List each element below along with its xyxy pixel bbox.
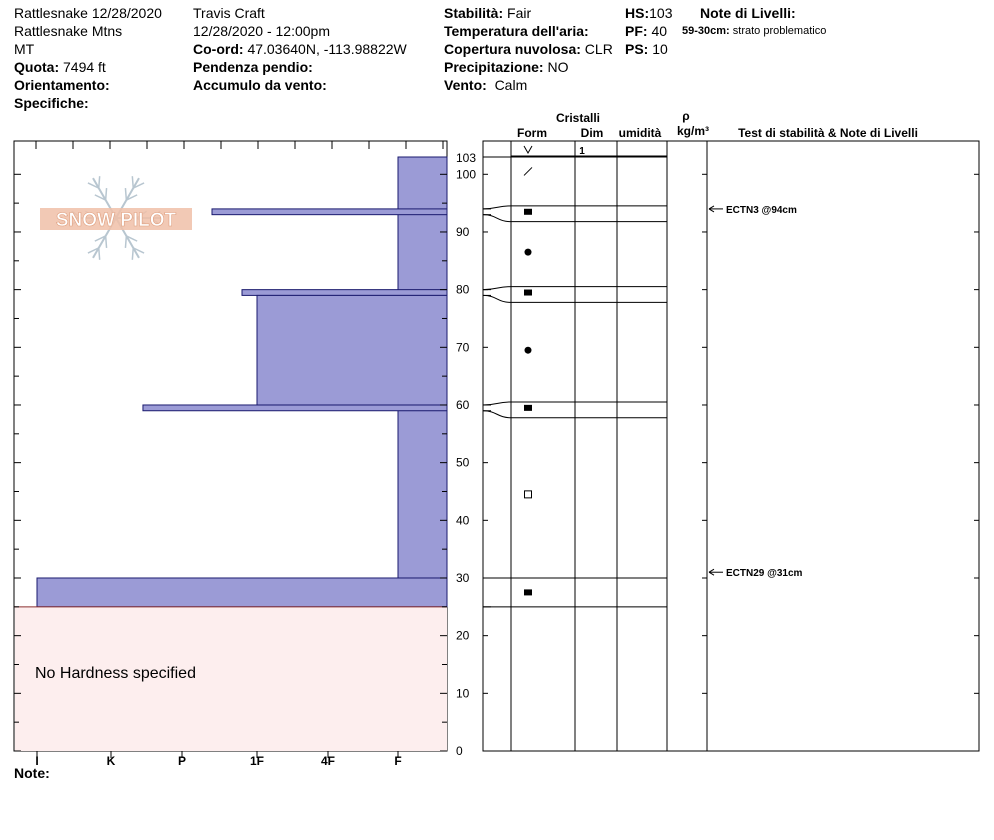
snowflake-branch <box>132 176 133 188</box>
snowflake-branch <box>99 248 100 260</box>
coord-value: 47.03640N, -113.98822W <box>247 41 407 57</box>
depth-tick-label: 50 <box>456 455 470 470</box>
tests-header: Test di stabilità & Note di Livelli <box>738 126 918 140</box>
rounded-grain-symbol <box>525 347 532 354</box>
size-header: Dim <box>580 126 604 140</box>
aspect-label: Orientamento: <box>14 77 110 93</box>
precip-value: NO <box>547 59 569 75</box>
stability-test-label: ECTN29 @31cm <box>726 568 803 580</box>
hardness-bar <box>242 290 447 296</box>
moisture-header: umidità <box>618 126 662 140</box>
hardness-tick-label: I <box>35 754 39 768</box>
notes-range: 59-30cm: <box>682 25 730 37</box>
snowflake-branch <box>125 188 126 200</box>
hardness-tick-label: F <box>394 754 402 768</box>
depth-tick-label: 40 <box>456 513 470 528</box>
new-snow-symbol <box>524 146 532 153</box>
hardness-bar <box>257 295 447 405</box>
depth-tick-label: 70 <box>456 340 470 355</box>
layer-connector <box>483 411 511 418</box>
snowflake-branch <box>106 188 107 200</box>
hardness-bar <box>143 405 447 411</box>
slope-label: Pendenza pendio: <box>193 59 313 75</box>
density-symbol: ρ <box>682 109 690 123</box>
coord-label: Co-ord: <box>193 41 244 57</box>
footer-notes-label: Note: <box>14 765 50 781</box>
sky-value: CLR <box>584 41 613 57</box>
depth-tick-label: 0 <box>456 744 463 758</box>
mountain-range: Rattlesnake Mtns <box>14 23 123 39</box>
facet-symbol <box>524 209 532 215</box>
hardness-tick-label: 1F <box>249 754 265 768</box>
decomposing-symbol <box>524 167 532 175</box>
facet-symbol <box>524 589 532 595</box>
snowflake-branch <box>125 236 126 248</box>
depth-axis <box>456 151 476 758</box>
depth-tick-label: 90 <box>456 224 470 239</box>
notes-title: Note di Livelli: <box>700 5 796 21</box>
depth-tick-label: 30 <box>456 570 470 585</box>
crystals-header: Cristalli <box>555 111 601 125</box>
elevation-label: Quota: <box>14 59 60 75</box>
wind-label: Vento: <box>444 77 487 93</box>
pf-value: 40 <box>651 23 668 39</box>
hardness-bar <box>212 209 447 215</box>
rounded-grain-symbol <box>525 249 532 256</box>
no-hardness-text: No Hardness specified <box>35 665 196 682</box>
ps-label: PS: <box>625 41 649 57</box>
faceted-rounded-symbol <box>525 491 532 498</box>
density-unit: kg/m³ <box>676 124 710 138</box>
depth-tick-label: 10 <box>456 686 470 701</box>
layer-table-frame <box>483 141 979 751</box>
form-header: Form <box>517 126 547 140</box>
depth-tick-label: 20 <box>456 628 470 643</box>
ps-value: 10 <box>652 41 668 57</box>
profile-title: Rattlesnake 12/28/2020 <box>14 5 162 21</box>
air-temp-label: Temperatura dell'aria: <box>444 23 589 39</box>
wind-loading-label: Accumulo da vento: <box>193 77 327 93</box>
depth-tick-label: 100 <box>456 167 477 182</box>
hardness-tick-label: K <box>106 754 116 768</box>
layer-table <box>483 141 979 751</box>
hardness-bar <box>37 578 447 607</box>
watermark-text: SNOW PILOT <box>55 210 177 231</box>
snowpilot-watermark <box>40 176 192 260</box>
wind-value: Calm <box>494 77 528 93</box>
hs-label: HS: <box>625 5 650 21</box>
layer-connector <box>483 215 511 222</box>
precip-label: Precipitazione: <box>444 59 544 75</box>
observation-datetime: 12/28/2020 - 12:00pm <box>193 23 330 39</box>
hs-value: 103 <box>649 5 673 21</box>
facet-symbol <box>524 290 532 296</box>
size-first-layer: 1 <box>579 146 585 157</box>
snowflake-branch <box>106 236 107 248</box>
hardness-tick-label: P <box>177 754 187 768</box>
notes-text: strato problematico <box>732 25 827 37</box>
stability-test-label: ECTN3 @94cm <box>726 204 797 216</box>
snowflake-branch <box>99 176 100 188</box>
stability-label: Stabilità: <box>444 5 504 21</box>
depth-tick-label: 80 <box>456 282 470 297</box>
pf-label: PF: <box>625 23 648 39</box>
snowflake-branch <box>132 248 133 260</box>
hs-tick-label: 103 <box>456 151 477 165</box>
layer-connector <box>483 295 511 302</box>
elevation-value: 7494 ft <box>63 59 106 75</box>
state: MT <box>14 41 35 57</box>
hardness-tick-label: 4F <box>320 754 336 768</box>
specifics-label: Specifiche: <box>14 95 89 111</box>
depth-tick-label: 60 <box>456 397 470 412</box>
facet-symbol <box>524 405 532 411</box>
observer-name: Travis Craft <box>193 5 265 21</box>
stability-value: Fair <box>507 5 532 21</box>
sky-label: Copertura nuvolosa: <box>444 41 581 57</box>
